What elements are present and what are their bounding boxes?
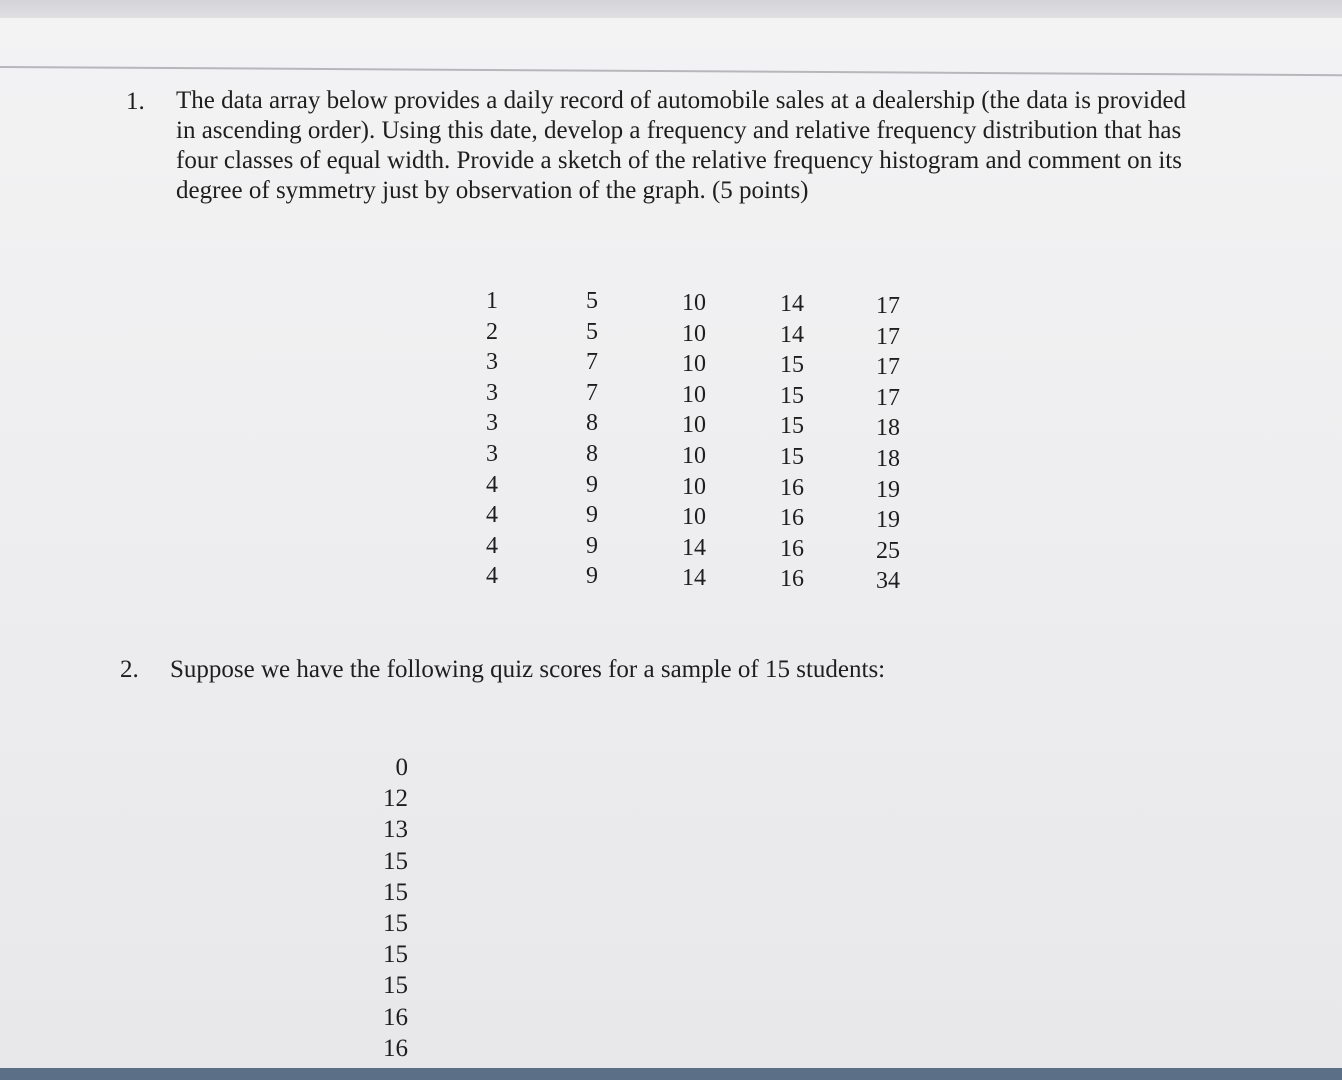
data-cell: 16 bbox=[780, 474, 804, 501]
data-cell: 15 bbox=[780, 352, 804, 379]
question-2-line-1: Suppose we have the following quiz scores for a sample of 15 students: bbox=[170, 656, 886, 683]
data-cell: 4 bbox=[486, 563, 498, 590]
data-cell: 16 bbox=[780, 535, 804, 562]
data-cell: 8 bbox=[586, 410, 598, 437]
data-cell: 5 bbox=[586, 318, 598, 345]
data-cell: 8 bbox=[586, 440, 598, 467]
score-cell: 16 bbox=[383, 1003, 408, 1031]
data-cell: 16 bbox=[780, 505, 804, 532]
question-1-line-4: degree of symmetry just by observation of the graph. (5 points) bbox=[176, 177, 809, 204]
data-cell: 17 bbox=[876, 293, 900, 319]
data-cell: 4 bbox=[486, 532, 498, 559]
question-1-line-3: four classes of equal width. Provide a sketch of the relative frequency histogram and comment on its bbox=[176, 147, 1182, 174]
data-column-4 bbox=[746, 289, 804, 595]
document-page bbox=[0, 18, 1342, 1068]
data-cell: 14 bbox=[780, 291, 804, 317]
data-cell: 4 bbox=[486, 502, 498, 529]
data-cell: 7 bbox=[586, 379, 598, 406]
data-cell: 14 bbox=[682, 565, 706, 592]
score-cell: 15 bbox=[383, 910, 408, 938]
score-cell: 15 bbox=[383, 878, 408, 906]
data-cell: 3 bbox=[486, 349, 498, 376]
data-cell: 10 bbox=[682, 412, 706, 439]
data-cell: 1 bbox=[486, 288, 498, 314]
data-cell: 7 bbox=[586, 349, 598, 376]
data-cell: 19 bbox=[876, 476, 900, 503]
data-cell: 3 bbox=[486, 379, 498, 406]
data-cell: 15 bbox=[780, 382, 804, 409]
data-cell: 9 bbox=[586, 563, 598, 590]
score-cell: 13 bbox=[383, 816, 408, 844]
data-cell: 10 bbox=[682, 442, 706, 469]
data-column-2 bbox=[540, 286, 598, 592]
data-cell: 14 bbox=[682, 534, 706, 561]
data-cell: 3 bbox=[486, 410, 498, 437]
data-cell: 18 bbox=[876, 445, 900, 472]
question-1-text bbox=[176, 86, 1186, 206]
data-cell: 19 bbox=[876, 507, 900, 534]
screen-bottom-edge bbox=[0, 1068, 1342, 1080]
data-cell: 9 bbox=[586, 532, 598, 559]
data-cell: 16 bbox=[780, 566, 804, 593]
data-cell: 15 bbox=[780, 413, 804, 440]
data-cell: 10 bbox=[682, 381, 706, 408]
data-cell: 5 bbox=[586, 288, 598, 314]
data-cell: 10 bbox=[682, 504, 706, 531]
question-2-text bbox=[170, 655, 885, 685]
data-cell: 9 bbox=[586, 502, 598, 529]
score-cell: 0 bbox=[395, 754, 408, 781]
question-1-number: 1. bbox=[126, 88, 145, 115]
data-cell: 17 bbox=[876, 384, 900, 411]
data-cell: 10 bbox=[682, 473, 706, 500]
question-1-line-1: The data array below provides a daily record of automobile sales at a dealership (the data is provided bbox=[176, 87, 1187, 114]
score-cell: 12 bbox=[383, 785, 408, 813]
data-cell: 10 bbox=[682, 351, 706, 378]
data-cell: 10 bbox=[682, 290, 706, 316]
data-cell: 9 bbox=[586, 471, 598, 498]
data-cell: 25 bbox=[876, 537, 900, 564]
data-cell: 2 bbox=[486, 318, 498, 345]
data-cell: 17 bbox=[876, 323, 900, 350]
data-cell: 10 bbox=[682, 320, 706, 347]
data-column-1 bbox=[440, 286, 498, 592]
data-cell: 34 bbox=[876, 568, 900, 595]
data-cell: 15 bbox=[780, 443, 804, 470]
data-column-3 bbox=[648, 288, 706, 594]
data-cell: 17 bbox=[876, 354, 900, 381]
header-divider bbox=[0, 66, 1342, 76]
data-cell: 4 bbox=[486, 471, 498, 498]
data-column-5 bbox=[842, 291, 900, 597]
data-cell: 18 bbox=[876, 415, 900, 442]
quiz-scores-column bbox=[348, 752, 408, 1064]
question-1-line-2: in ascending order). Using this date, develop a frequency and relative frequency distribution that has bbox=[176, 117, 1182, 144]
score-cell: 15 bbox=[383, 941, 408, 969]
data-cell: 3 bbox=[486, 440, 498, 467]
data-cell: 14 bbox=[780, 321, 804, 348]
score-cell: 16 bbox=[383, 1034, 408, 1062]
score-cell: 15 bbox=[383, 972, 408, 1000]
score-cell: 15 bbox=[383, 847, 408, 875]
question-2-number: 2. bbox=[120, 656, 139, 683]
screen-top-edge bbox=[0, 0, 1342, 18]
